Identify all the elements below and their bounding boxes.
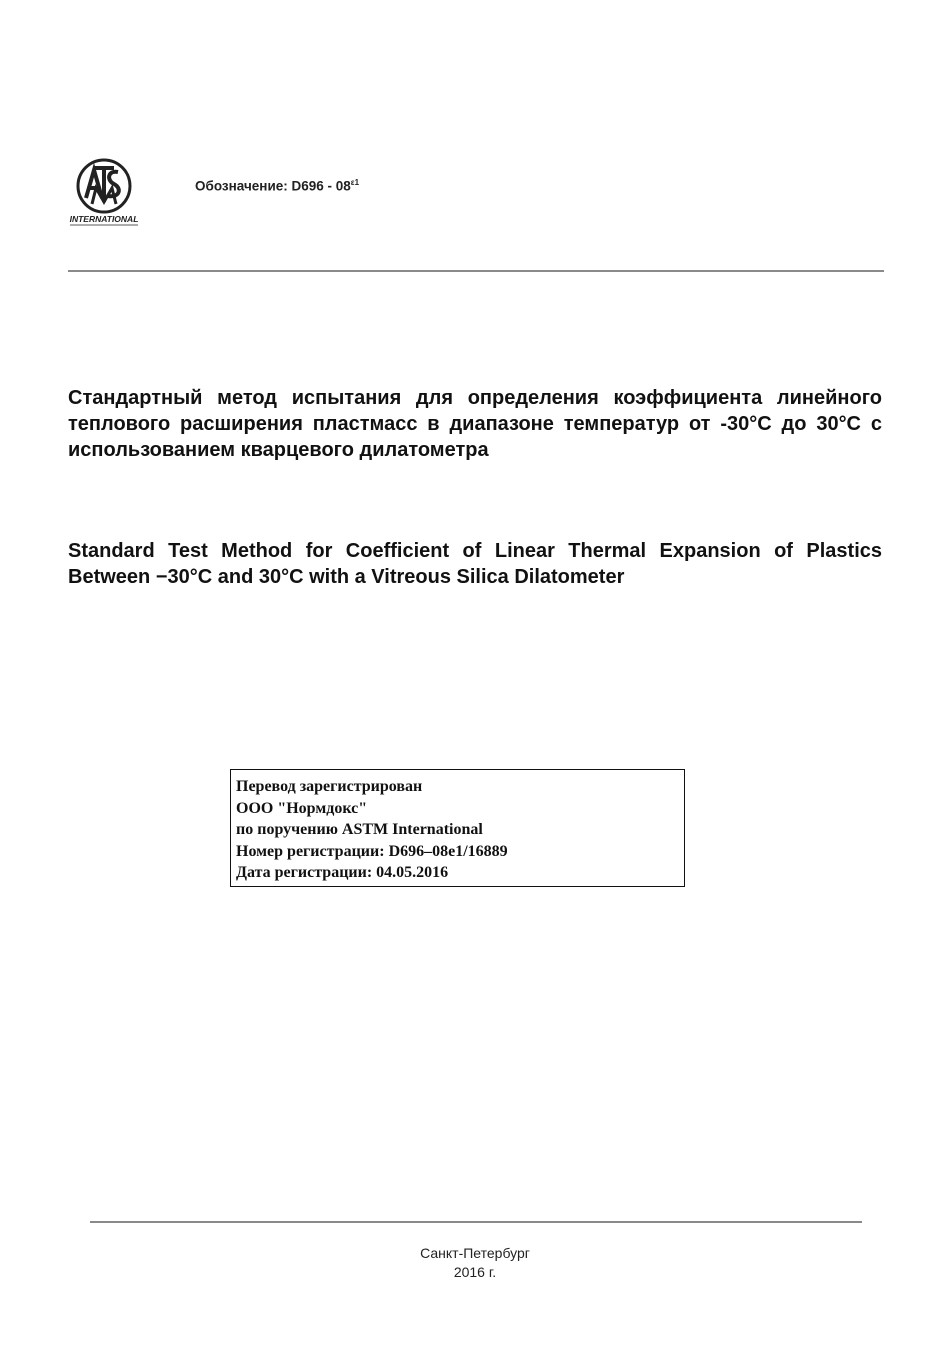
registration-number: Номер регистрации: D696–08e1/16889 [236, 842, 508, 860]
title-russian: Стандартный метод испытания для определения коэффициента линейного теплового расширения пластмасс в диапазоне температур от -30°С до 30°С с использованием кварцевого дилатометра [68, 387, 882, 461]
designation [195, 178, 359, 194]
registration-line: ООО "Нормдокс" [236, 799, 368, 817]
footer-divider [90, 1221, 862, 1223]
footer-city: Санкт-Петербург [420, 1245, 530, 1261]
header-divider [68, 270, 884, 272]
registration-line: по поручению ASTM International [236, 821, 483, 838]
astm-international-logo-icon [64, 158, 144, 228]
registration-line: Перевод зарегистрирован [236, 778, 423, 795]
designation-superscript: ε1 [350, 178, 360, 187]
footer [0, 1244, 950, 1282]
logo-text: INTERNATIONAL [69, 214, 139, 224]
registration-box [230, 769, 685, 887]
designation-label: Обозначение: D696 - 08 [195, 178, 351, 194]
title-english: Standard Test Method for Coefficient of Linear Thermal Expansion of Plastics Between −30°C and 30°C with a Vitreous Silica Dilatometer [68, 540, 882, 588]
footer-year: 2016 г. [453, 1264, 497, 1280]
registration-date: Дата регистрации: 04.05.2016 [236, 864, 449, 881]
